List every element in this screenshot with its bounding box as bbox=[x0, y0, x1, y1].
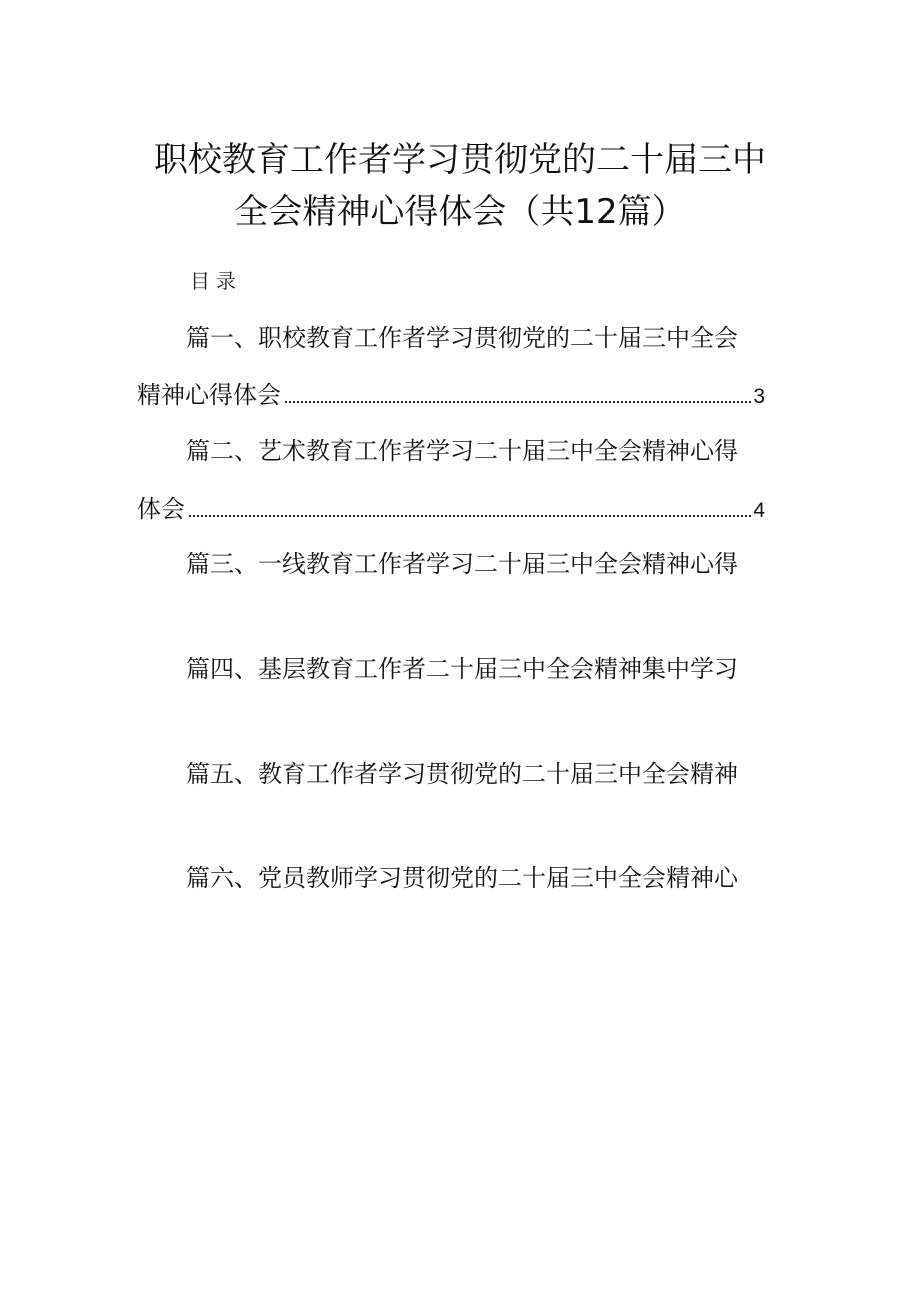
toc-entry-1-title-cont: 精神心得体会 bbox=[137, 381, 281, 409]
toc-entry-4-title[interactable]: 篇四、基层教育工作者二十届三中全会精神集中学习 bbox=[186, 655, 738, 683]
toc-entry-3-title[interactable]: 篇三、一线教育工作者学习二十届三中全会精神心得 bbox=[186, 550, 738, 578]
document-title-line-1: 职校教育工作者学习贯彻党的二十届三中 bbox=[154, 140, 766, 180]
toc-entry-6-title[interactable]: 篇六、党员教师学习贯彻党的二十届三中全会精神心 bbox=[186, 864, 738, 892]
toc-entry-1-continuation[interactable] bbox=[137, 383, 765, 407]
toc-entry-1-page-number: 3 bbox=[753, 385, 765, 408]
toc-entry-1-title[interactable]: 篇一、职校教育工作者学习贯彻党的二十届三中全会 bbox=[186, 324, 738, 352]
toc-entry-2-continuation[interactable] bbox=[137, 497, 765, 521]
dot-leader bbox=[189, 499, 751, 517]
document-title-line-2: 全会精神心得体会（共12篇） bbox=[234, 192, 686, 232]
dot-leader bbox=[285, 385, 751, 403]
toc-entry-2-page-number: 4 bbox=[753, 499, 765, 522]
toc-entry-2-title-cont: 体会 bbox=[137, 495, 185, 523]
toc-entry-2-title[interactable]: 篇二、艺术教育工作者学习二十届三中全会精神心得 bbox=[186, 437, 738, 465]
toc-heading: 目录 bbox=[190, 269, 242, 293]
toc-entry-5-title[interactable]: 篇五、教育工作者学习贯彻党的二十届三中全会精神 bbox=[186, 760, 738, 788]
